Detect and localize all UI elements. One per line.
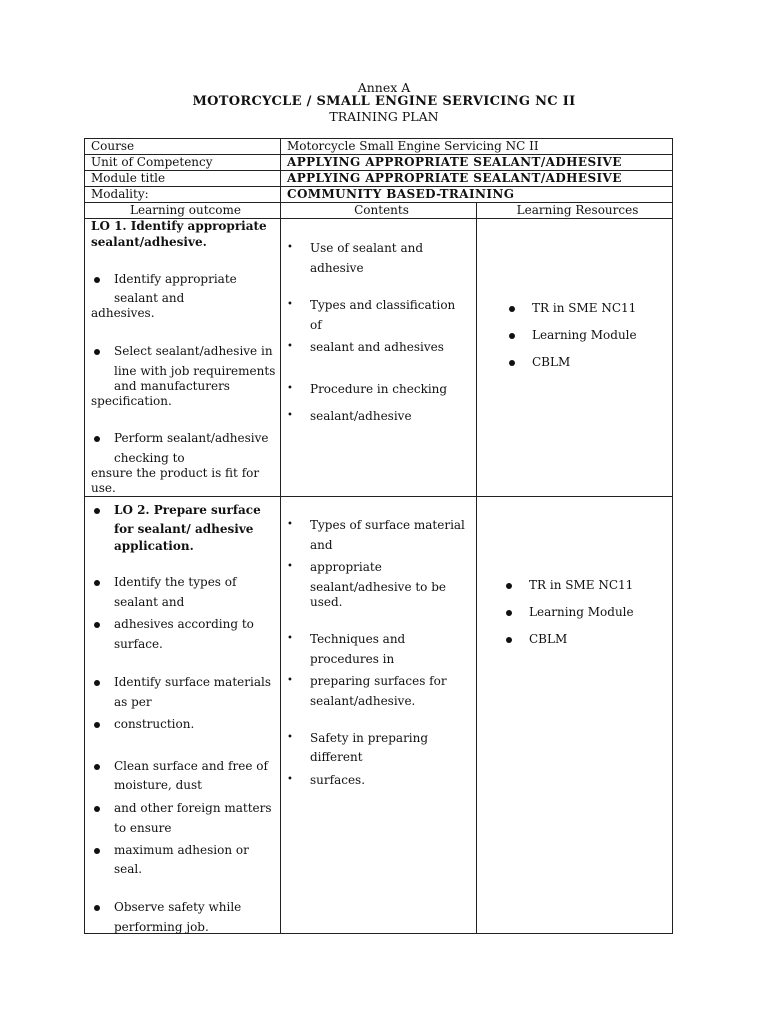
lo1-outcome-text: checking to — [114, 451, 185, 465]
annex-label: Annex A — [357, 80, 411, 95]
lo2-content-text: Types of surface material — [310, 518, 465, 532]
module-label: Module title — [85, 171, 281, 187]
bullet-dot-icon — [94, 680, 100, 686]
column-header-resources: Learning Resources — [477, 203, 673, 219]
bullet-small-icon: • — [287, 633, 293, 644]
module-row — [85, 171, 673, 187]
bullet-dot-icon — [94, 508, 100, 514]
course-row — [85, 139, 673, 155]
lo2-content-text: surfaces. — [310, 773, 366, 787]
lo2-row — [85, 497, 673, 934]
lo1-outcome-text: Select sealant/adhesive in — [114, 344, 273, 358]
bullet-small-icon: • — [287, 242, 293, 253]
lo2-content-text: sealant/adhesive. — [310, 694, 416, 708]
unit-row — [85, 155, 673, 171]
lo2-outcome-text: adhesives according to — [114, 617, 254, 631]
lo1-content-text: sealant/adhesive — [310, 409, 412, 423]
column-header-row — [85, 203, 673, 219]
lo2-content-text: sealant/adhesive to be — [310, 580, 447, 594]
lo2-content-text: preparing surfaces for — [310, 674, 447, 688]
lo2-outcome-text: Identify surface materials — [114, 675, 271, 689]
lo1-outcome-cell — [85, 219, 281, 497]
lo2-resource-item: Learning Module — [529, 605, 634, 619]
bullet-small-icon: • — [287, 410, 293, 421]
lo1-title-line2: sealant/adhesive. — [91, 235, 207, 249]
bullet-small-icon: • — [287, 561, 293, 572]
bullet-dot-icon — [509, 333, 515, 339]
modality-label: Modality: — [85, 187, 281, 203]
lo1-resource-item: TR in SME NC11 — [532, 301, 637, 315]
lo1-outcome-text: and manufacturers — [114, 379, 230, 393]
lo1-resource-item: CBLM — [532, 355, 571, 369]
training-plan-table — [84, 138, 673, 934]
lo2-resources-cell — [477, 497, 673, 934]
lo1-resources-cell — [477, 219, 673, 497]
lo1-contents-cell — [281, 219, 477, 497]
course-label: Course — [85, 139, 281, 155]
lo2-content-text: different — [310, 750, 363, 764]
bullet-dot-icon — [506, 583, 512, 589]
lo2-content-text: Techniques and — [310, 632, 406, 646]
lo2-contents-cell — [281, 497, 477, 934]
lo2-outcome-text: surface. — [114, 637, 163, 651]
column-header-outcome: Learning outcome — [85, 203, 281, 219]
lo1-title-line1: LO 1. Identify appropriate — [91, 219, 267, 233]
lo2-resource-item: CBLM — [529, 632, 568, 646]
bullet-small-icon: • — [287, 299, 293, 310]
lo1-content-text: Types and classification — [310, 298, 456, 312]
unit-value: APPLYING APPROPRIATE SEALANT/ADHESIVE — [281, 155, 673, 171]
modality-row — [85, 187, 673, 203]
bullet-dot-icon — [94, 764, 100, 770]
lo2-title-line2: for sealant/ adhesive — [114, 522, 254, 536]
lo2-outcome-text: performing job. — [114, 920, 209, 934]
bullet-dot-icon — [506, 637, 512, 643]
bullet-dot-icon — [94, 436, 100, 442]
lo2-resource-item: TR in SME NC11 — [529, 578, 634, 592]
lo2-title-line1: LO 2. Prepare surface — [114, 503, 261, 517]
lo1-outcome-text: sealant and — [114, 291, 185, 305]
lo2-content-text: procedures in — [310, 652, 395, 666]
lo1-outcome-text: Perform sealant/adhesive — [114, 431, 269, 445]
bullet-dot-icon — [94, 622, 100, 628]
module-value: APPLYING APPROPRIATE SEALANT/ADHESIVE — [281, 171, 673, 187]
bullet-small-icon: • — [287, 341, 293, 352]
lo2-content-text: Safety in preparing — [310, 731, 429, 745]
bullet-dot-icon — [506, 610, 512, 616]
lo2-outcome-text: Identify the types of — [114, 575, 237, 589]
bullet-dot-icon — [94, 905, 100, 911]
lo2-outcome-text: construction. — [114, 717, 195, 731]
bullet-dot-icon — [94, 349, 100, 355]
lo1-content-text: Use of sealant and — [310, 241, 424, 255]
lo1-content-text: adhesive — [310, 261, 364, 275]
lo1-resource-item: Learning Module — [532, 328, 637, 342]
bullet-dot-icon — [509, 306, 515, 312]
lo1-outcome-text: ensure the product is fit for — [91, 466, 260, 480]
bullet-dot-icon — [94, 580, 100, 586]
lo2-outcome-text: seal. — [114, 862, 143, 876]
lo2-outcome-text: to ensure — [114, 821, 172, 835]
lo2-outcome-text: sealant and — [114, 595, 185, 609]
document-title: MOTORCYCLE / SMALL ENGINE SERVICING NC II — [192, 94, 576, 109]
modality-value: COMMUNITY BASED-TRAINING — [281, 187, 673, 203]
lo1-outcome-text: specification. — [91, 394, 172, 408]
lo2-outcome-cell — [85, 497, 281, 934]
column-header-contents: Contents — [281, 203, 477, 219]
bullet-dot-icon — [509, 360, 515, 366]
lo2-content-text: and — [310, 538, 333, 552]
lo2-outcome-text: Observe safety while — [114, 900, 242, 914]
lo1-content-text: sealant and adhesives — [310, 340, 444, 354]
unit-label: Unit of Competency — [85, 155, 281, 171]
course-value: Motorcycle Small Engine Servicing NC II — [281, 139, 673, 155]
lo1-content-text: Procedure in checking — [310, 382, 448, 396]
bullet-small-icon: • — [287, 732, 293, 743]
lo1-content-text: of — [310, 318, 322, 332]
lo2-outcome-text: moisture, dust — [114, 778, 203, 792]
document-subtitle: TRAINING PLAN — [329, 109, 439, 124]
bullet-small-icon: • — [287, 519, 293, 530]
lo1-outcome-text: use. — [91, 481, 116, 495]
bullet-dot-icon — [94, 848, 100, 854]
bullet-small-icon: • — [287, 383, 293, 394]
lo2-content-text: used. — [310, 595, 343, 609]
bullet-dot-icon — [94, 277, 100, 283]
lo2-outcome-text: as per — [114, 695, 152, 709]
lo2-title-line3: application. — [114, 539, 194, 553]
lo2-outcome-text: Clean surface and free of — [114, 759, 268, 773]
bullet-small-icon: • — [287, 675, 293, 686]
lo1-outcome-text: adhesives. — [91, 306, 155, 320]
lo1-row — [85, 219, 673, 497]
lo2-content-text: appropriate — [310, 560, 382, 574]
lo2-outcome-text: maximum adhesion or — [114, 843, 249, 857]
lo1-outcome-text: Identify appropriate — [114, 272, 237, 286]
bullet-dot-icon — [94, 722, 100, 728]
lo2-outcome-text: and other foreign matters — [114, 801, 272, 815]
lo1-outcome-text: line with job requirements — [114, 364, 276, 378]
bullet-dot-icon — [94, 806, 100, 812]
bullet-small-icon: • — [287, 774, 293, 785]
